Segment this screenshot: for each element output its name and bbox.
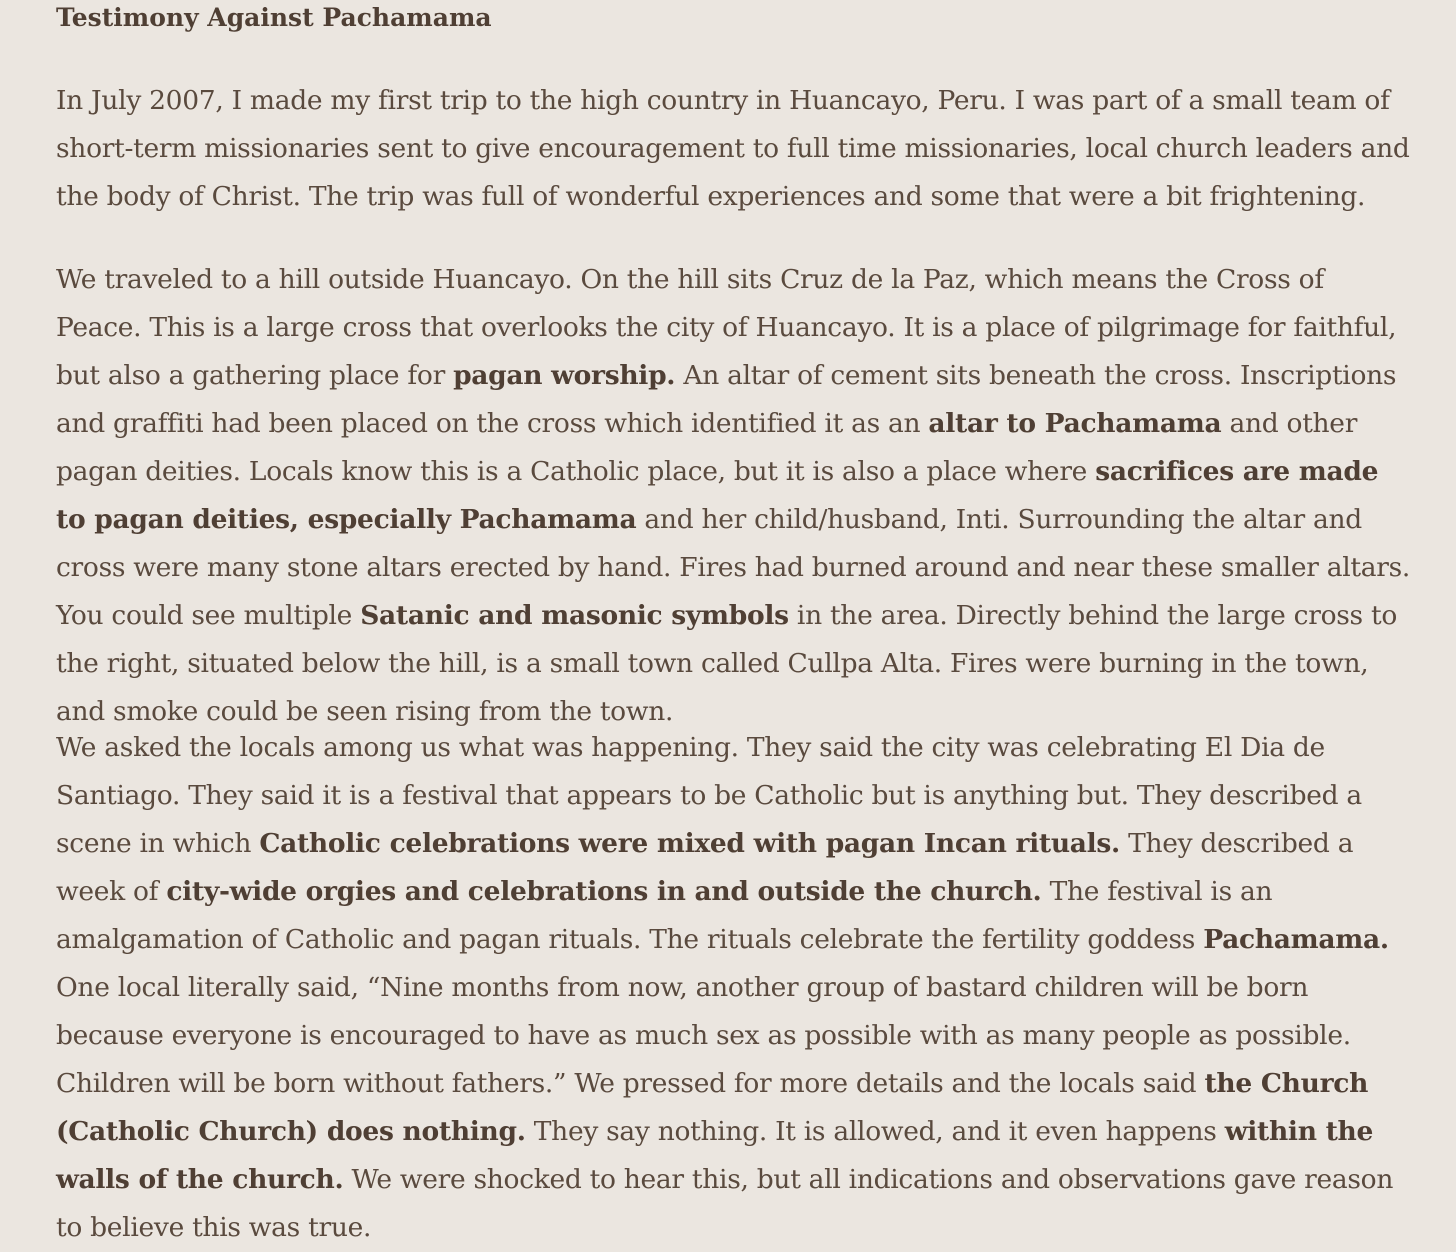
- paragraph-text: and her child/husband, Inti. Surrounding the altar and cross were many stone altars erected by hand. Fires had burned around and near these smaller altars. You could see multiple: [56, 504, 1411, 631]
- paragraph-text: An altar of cement sits beneath the cross. Inscriptions and graffiti had been placed on the cross which identified it as an: [56, 360, 1397, 439]
- emphasis-text: within the walls of the church.: [56, 1116, 1374, 1195]
- paragraph-text: One local literally said, “Nine months from now, another group of bastard children will be born because everyone is encouraged to have as much sex as possible with as many people as possible. Children will be born without fathers.” We pressed for more details and the locals said: [56, 972, 1351, 1099]
- paragraph-text: In July 2007, I made my first trip to the high country in Huancayo, Peru. I was part of a small team of short-term missionaries sent to give encouragement to full time missionaries, local church leaders and the body of Christ. The trip was full of wonderful experiences and some that were a bit frightening.: [56, 85, 1410, 212]
- article-body: [56, 0, 1412, 1243]
- paragraph-text: They say nothing. It is allowed, and it even happens: [525, 1116, 1225, 1147]
- emphasis-text: altar to Pachamama: [928, 408, 1222, 439]
- emphasis-text: pagan worship.: [453, 360, 676, 391]
- paragraph-text: We traveled to a hill outside Huancayo. On the hill sits Cruz de la Paz, which means the Cross of Peace. This is a large cross that overlooks the city of Huancayo. It is a place of pilgrimage for faithful, but also a gathering place for: [56, 264, 1397, 391]
- emphasis-text: Catholic celebrations were mixed with pagan Incan rituals.: [259, 828, 1120, 859]
- paragraph-text: in the area. Directly behind the large cross to the right, situated below the hill, is a small town called Cullpa Alta. Fires were burning in the town, and smoke could be seen rising from the town.: [56, 600, 1397, 727]
- paragraph-text: They described a week of: [56, 828, 1354, 907]
- emphasis-text: the Church (Catholic Church) does nothing.: [56, 1068, 1369, 1147]
- emphasis-text: city-wide orgies and celebrations in and outside the church.: [166, 876, 1042, 907]
- paragraph-intro: [56, 77, 1412, 221]
- paragraph-text: The festival is an amalgamation of Catholic and pagan rituals. The rituals celebrate the fertility goddess: [56, 876, 1273, 955]
- paragraph-text: We asked the locals among us what was happening. They said the city was celebrating El Dia de Santiago. They said it is a festival that appears to be Catholic but is anything but. They described a scene in which: [56, 732, 1362, 859]
- emphasis-text: Pachamama.: [1203, 924, 1389, 955]
- paragraph-el-dia-de-santiago: [56, 724, 1412, 1252]
- article-title: Testimony Against Pachamama: [56, 3, 492, 32]
- paragraph-text: We were shocked to hear this, but all indications and observations gave reason to believe this was true.: [56, 1164, 1394, 1243]
- emphasis-text: Satanic and masonic symbols: [360, 600, 789, 631]
- emphasis-text: sacrifices are made to pagan deities, especially Pachamama: [56, 456, 1379, 535]
- paragraph-cruz-de-la-paz: [56, 256, 1412, 736]
- paragraph-text: and other pagan deities. Locals know this is a Catholic place, but it is also a place where: [56, 408, 1358, 487]
